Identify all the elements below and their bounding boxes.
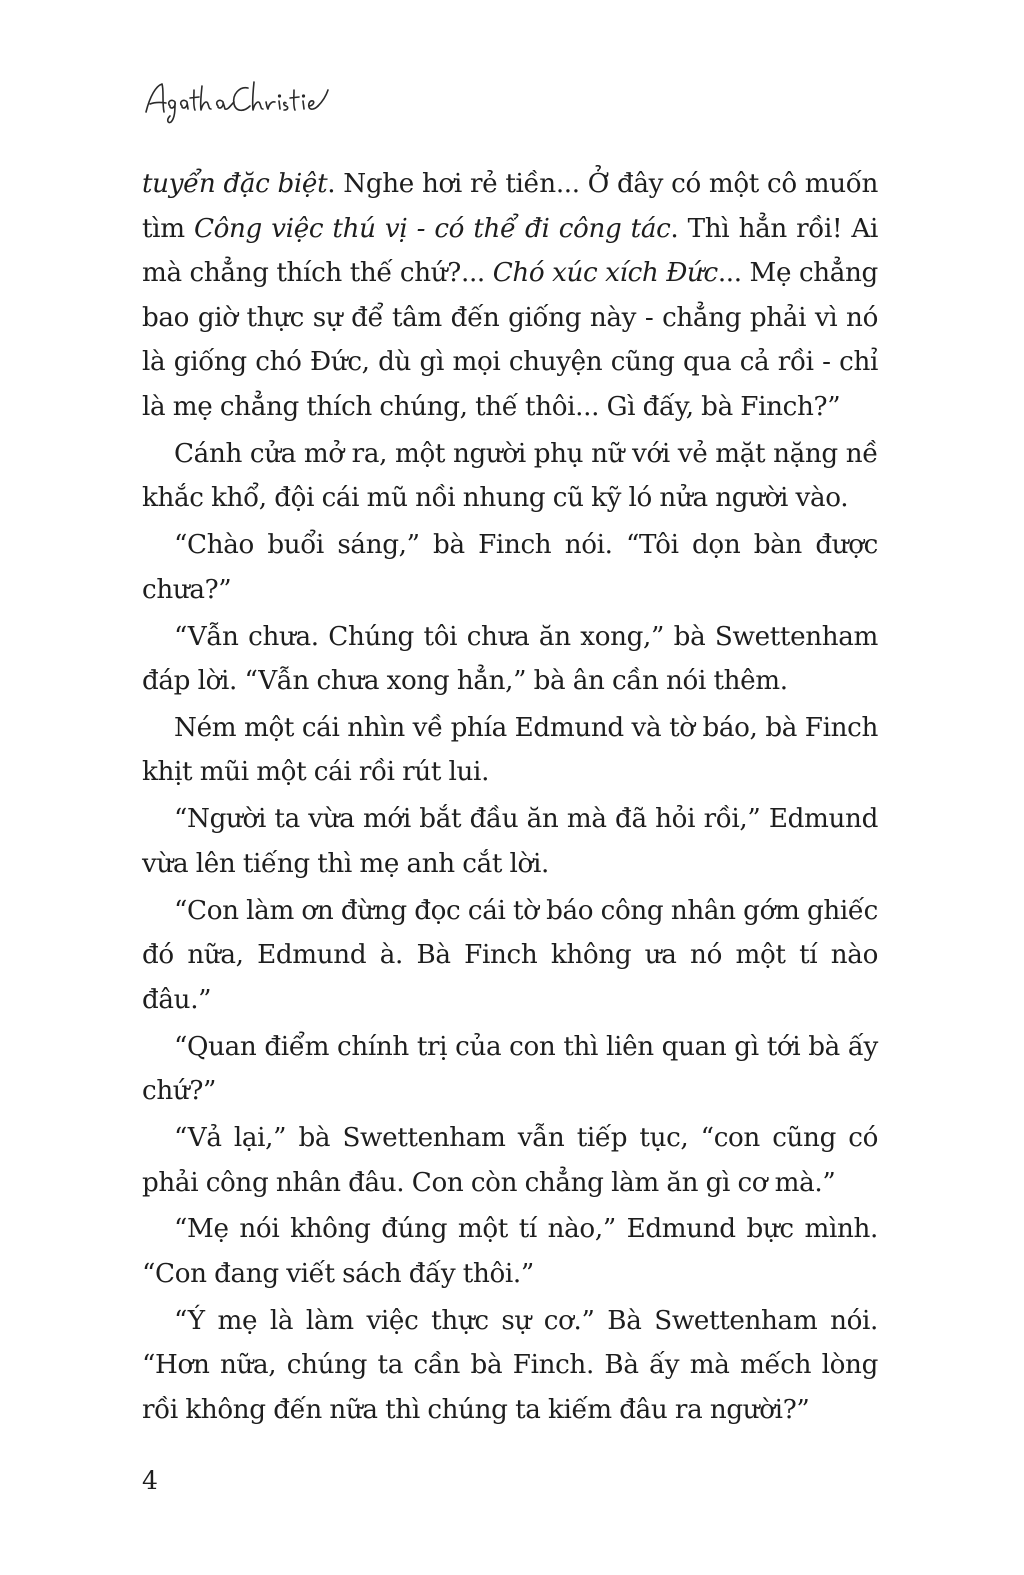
paragraph-1 xyxy=(142,162,878,430)
paragraph-11: “Ý mẹ là làm việc thực sự cơ.” Bà Swettenham nói. “Hơn nữa, chúng ta cần bà Finch. Bà ấy mà mếch lòng rồi không đến nữa thì chúng ta kiếm đâu ra người?” xyxy=(142,1305,878,1425)
italic-phrase: Công việc thú vị - có thể đi công tác xyxy=(193,213,671,244)
italic-phrase: tuyển đặc biệt xyxy=(142,169,328,199)
italic-phrase: Chó xúc xích Đức xyxy=(492,258,718,289)
page-number: 4 xyxy=(142,1466,158,1495)
paragraph-5: Ném một cái nhìn về phía Edmund và tờ báo, bà Finch khịt mũi một cái rồi rút lui. xyxy=(142,712,878,788)
paragraph-6: “Người ta vừa mới bắt đầu ăn mà đã hỏi rồi,” Edmund vừa lên tiếng thì mẹ anh cắt lời. xyxy=(142,804,878,879)
signature-logo-icon xyxy=(142,76,332,128)
paragraph-10: “Mẹ nói không đúng một tí nào,” Edmund bực mình. “Con đang viết sách đấy thôi.” xyxy=(142,1214,878,1289)
agatha-christie-signature-logo xyxy=(142,76,332,128)
text-run: ... Mẹ chẳng bao giờ thực sự để tâm đến giống này - chẳng phải vì nó là giống chó Đức, dù gì mọi chuyện cũng qua cả rồi - chỉ là mẹ chẳng thích chúng, thế thôi... Gì đấy, bà Finch?” xyxy=(142,258,878,422)
text-run: . Thì hẳn rồi! Ai mà chẳng thích thế chứ?... xyxy=(142,213,878,289)
text-run: . Nghe hơi rẻ tiền... Ở đây có một cô muốn tìm xyxy=(142,169,878,244)
paragraph-4: “Vẫn chưa. Chúng tôi chưa ăn xong,” bà Swettenham đáp lời. “Vẫn chưa xong hẳn,” bà ân cần nói thêm. xyxy=(142,621,878,697)
paragraph-2: Cánh cửa mở ra, một người phụ nữ với vẻ mặt nặng nề khắc khổ, đội cái mũ nồi nhung cũ kỹ ló nửa người vào. xyxy=(142,438,878,514)
paragraph-9: “Vả lại,” bà Swettenham vẫn tiếp tục, “con cũng có phải công nhân đâu. Con còn chẳng làm ăn gì cơ mà.” xyxy=(142,1122,878,1198)
paragraph-8: “Quan điểm chính trị của con thì liên quan gì tới bà ấy chứ?” xyxy=(142,1031,878,1107)
paragraph-3: “Chào buổi sáng,” bà Finch nói. “Tôi dọn bàn được chưa?” xyxy=(142,530,878,605)
body-text xyxy=(142,162,878,1435)
paragraph-7: “Con làm ơn đừng đọc cái tờ báo công nhân gớm ghiếc đó nữa, Edmund à. Bà Finch không ưa nó một tí nào đâu.” xyxy=(142,895,878,1015)
